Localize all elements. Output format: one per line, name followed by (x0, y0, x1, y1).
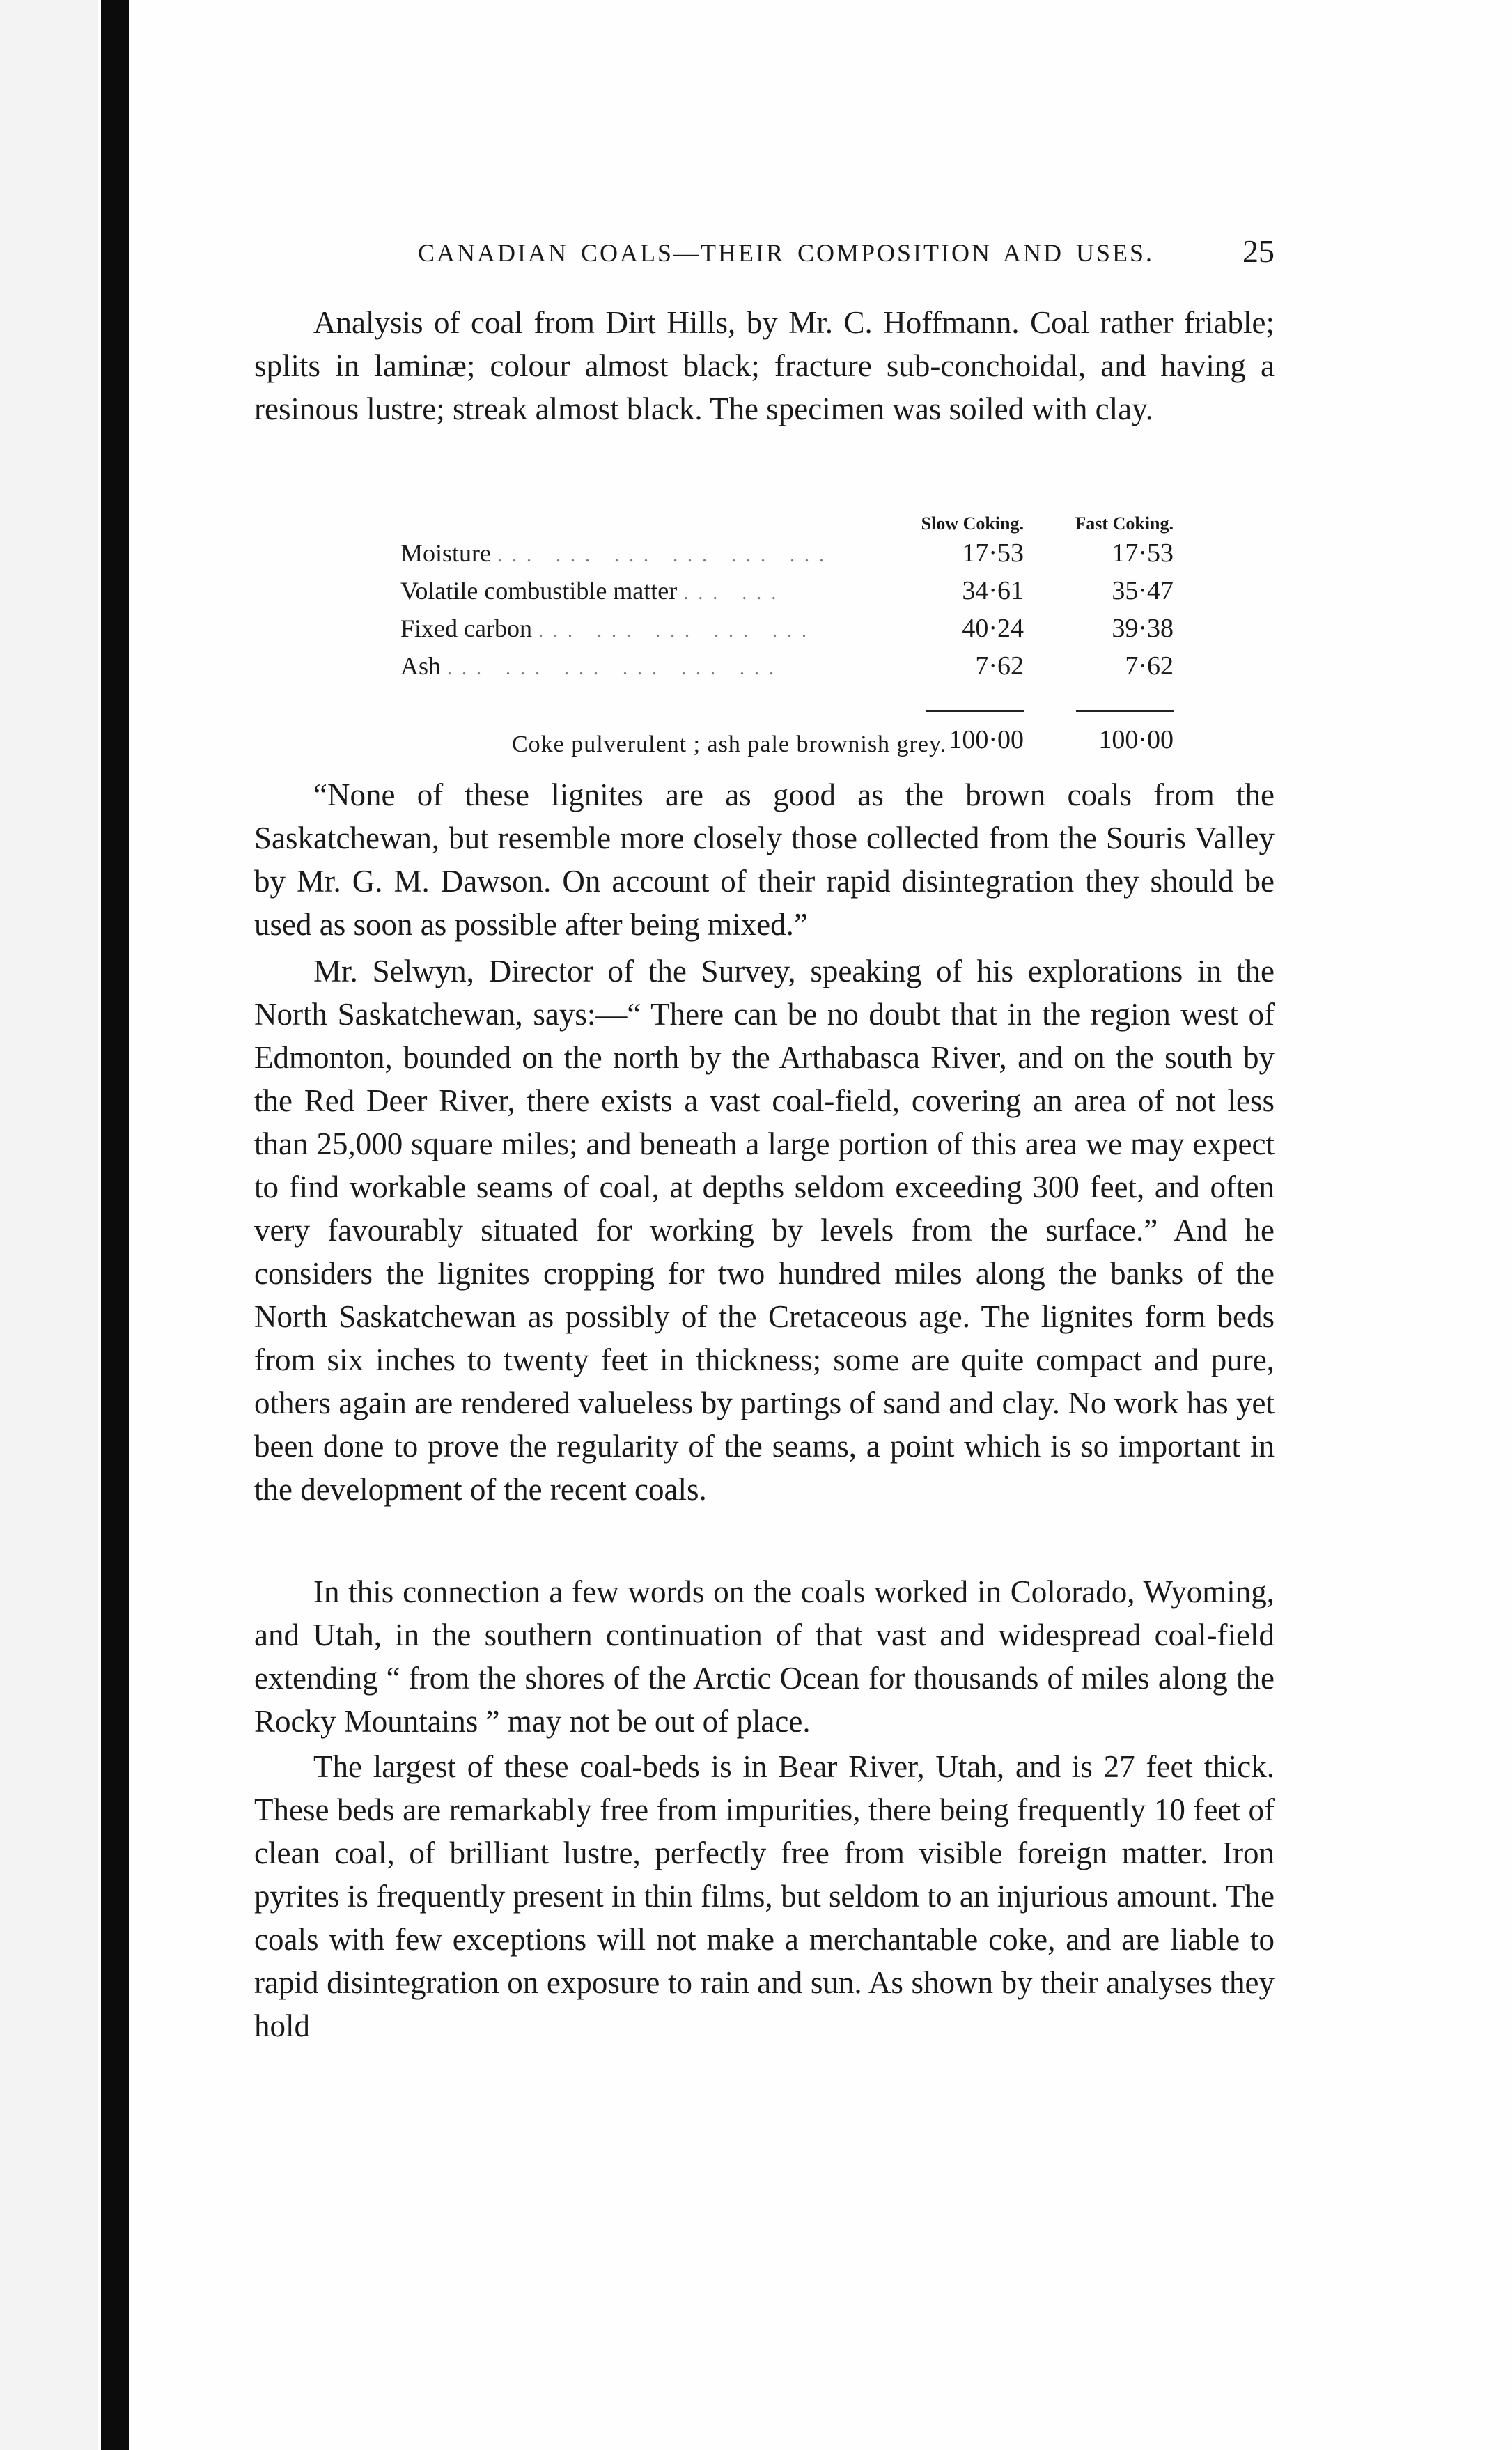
coke-note: Coke pulverulent ; ash pale brownish grey. (512, 731, 947, 757)
book-binding-gutter (101, 0, 129, 2450)
ash-slow-value: 7·62 (975, 651, 1024, 681)
table-label-header (400, 505, 874, 534)
dot-leader: ... ... ... ... ... ... (447, 658, 784, 679)
page-header (418, 230, 1275, 279)
row-label-volatile-matter: Volatile combustible matter (400, 577, 678, 605)
volatile-fast-value: 35·47 (1112, 576, 1174, 605)
fast-total-value: 100·00 (1098, 725, 1174, 754)
coal-analysis-table (400, 505, 1174, 757)
table-row (400, 572, 1174, 610)
column-header-fast-coking: Fast Coking. (1075, 513, 1174, 534)
column-header-slow-coking: Slow Coking. (921, 513, 1024, 534)
table-row (400, 647, 1174, 685)
row-label-ash: Ash (400, 652, 442, 680)
fixed-carbon-slow-value: 40·24 (962, 614, 1024, 643)
page-number: 25 (1242, 233, 1275, 269)
row-label-fixed-carbon: Fixed carbon (400, 614, 532, 642)
table-row (400, 534, 1174, 572)
moisture-fast-value: 17·53 (1112, 538, 1174, 568)
dot-leader: ... ... ... ... ... (538, 620, 816, 642)
quote-paragraph: “None of these lignites are as good as the brown coals from the Saskatchewan, but resemble more closely those collected from the Souris Valley by Mr. G. M. Dawson. On account of their rapid disintegration they should be used as soon as possible after being mixed.” (254, 777, 1275, 942)
fixed-carbon-fast-value: 39·38 (1112, 614, 1174, 643)
moisture-slow-value: 17·53 (962, 538, 1024, 568)
bear-river-paragraph: The largest of these coal-beds is in Bear River, Utah, and is 27 feet thick. These beds are remarkably free from impurities, there being frequently 10 feet of clean coal, of brilliant lustre, perfectly free from visible foreign matter. Iron pyrites is frequently present in thin films, but seldom to an injurious amount. The coals with few exceptions will not make a merchantable coke, and are liable to rapid disintegration on exposure to rain and sun. As shown by their analyses they hold (254, 1749, 1275, 2043)
total-rule (1076, 710, 1174, 712)
facing-page-margin (0, 0, 98, 2450)
table-row (400, 610, 1174, 647)
total-rule-row (400, 685, 1174, 722)
dot-leader: ... ... (683, 582, 786, 604)
row-label-moisture: Moisture (400, 539, 491, 567)
slow-total-value: 100·00 (949, 725, 1024, 754)
connection-paragraph: In this connection a few words on the coals worked in Colorado, Wyoming, and Utah, in the southern continuation of that vast and widespread coal-field extending “ from the shores of the Arctic Ocean for thousands of miles along the Rocky Mountains ” may not be out of place. (254, 1574, 1275, 1739)
ash-fast-value: 7·62 (1125, 651, 1174, 681)
running-title: CANADIAN COALS—THEIR COMPOSITION AND USES. (418, 239, 1155, 267)
volatile-slow-value: 34·61 (962, 576, 1024, 605)
table-header-row (400, 505, 1174, 534)
intro-paragraph: Analysis of coal from Dirt Hills, by Mr. C. Hoffmann. Coal rather friable; splits in laminæ; colour almost black; fracture sub-conchoidal, and having a resinous lustre; streak almost black. The specimen was soiled with clay. (254, 305, 1275, 426)
total-rule (926, 710, 1024, 712)
dot-leader: ... ... ... ... ... ... (497, 545, 834, 566)
selwyn-paragraph: Mr. Selwyn, Director of the Survey, speaking of his explorations in the North Saskatchewan, says:—“ There can be no doubt that in the region west of Edmonton, bounded on the north by the Arthabasca River, and on the south by the Red Deer River, there exists a vast coal-field, covering an area of not less than 25,000 square miles; and beneath a large portion of this area we may expect to find workable seams of coal, at depths seldom exceeding 300 feet, and often very favourably situated for working by levels from the surface.” And he considers the lignites cropping for two hundred miles along the banks of the North Saskatchewan as possibly of the Cretaceous age. The lignites form beds from six inches to twenty feet in thickness; some are quite compact and pure, others again are rendered valueless by partings of sand and clay. No work has yet been done to prove the regularity of the seams, a point which is so important in the development of the recent coals. (254, 954, 1275, 1507)
